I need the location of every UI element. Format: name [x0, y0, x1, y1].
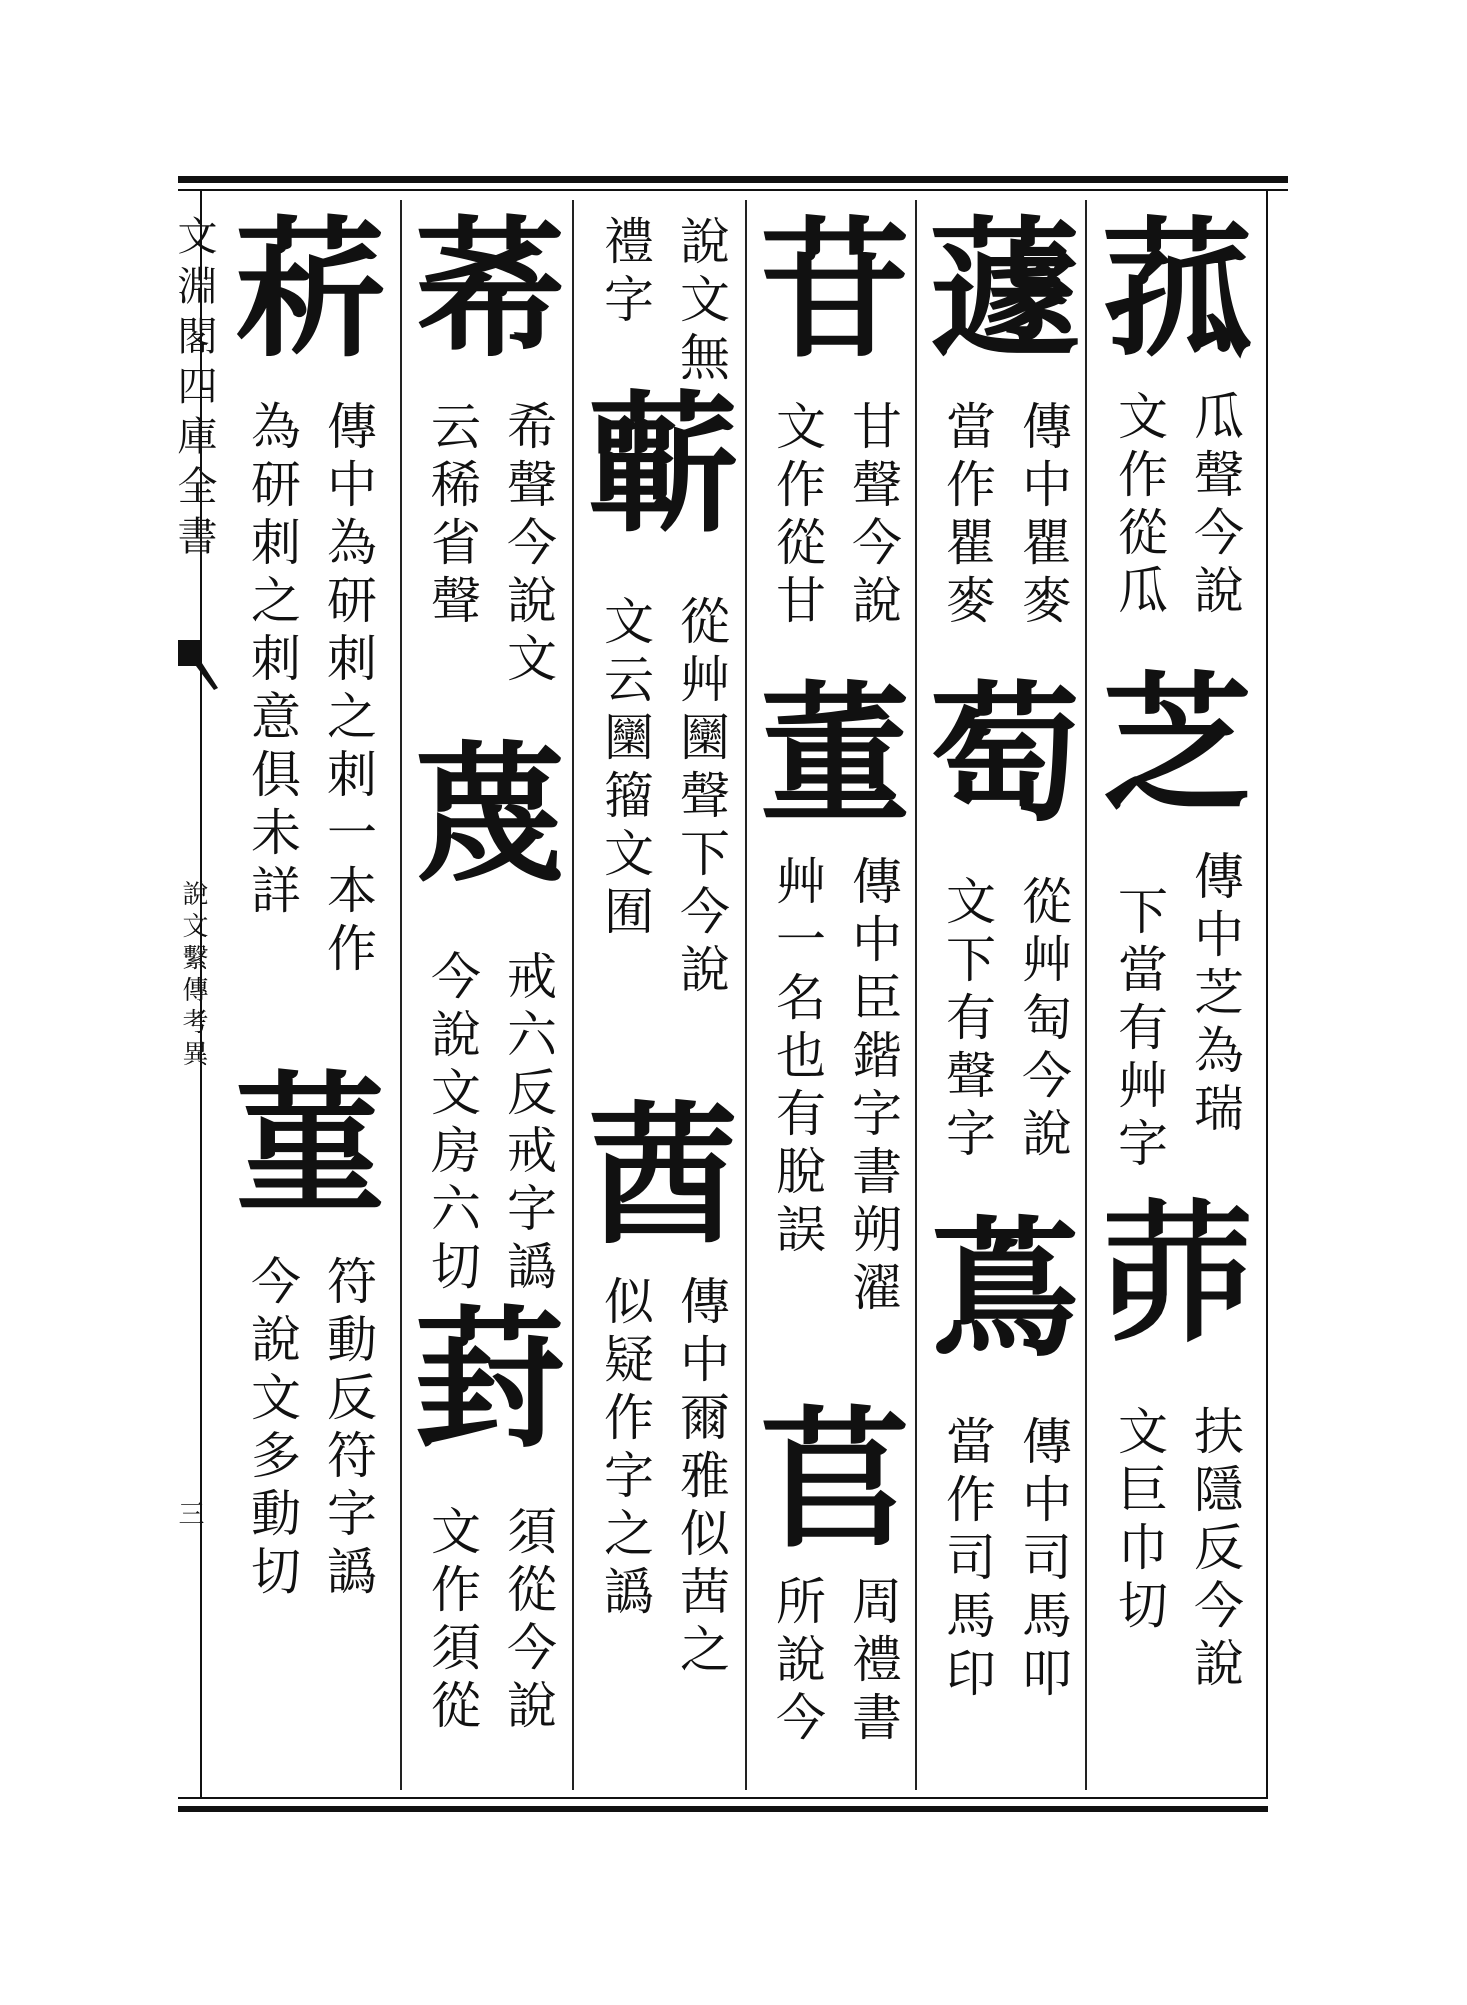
annotation: 戒六反戒字譌	[499, 950, 557, 1298]
annotation: 當作瞿麥	[938, 400, 996, 632]
seal-character: 芝	[1101, 657, 1252, 833]
margin-title: 文淵閣四庫全書	[171, 215, 217, 565]
annotation: 傳中瞿麥	[1014, 400, 1072, 632]
annotation: 文巨巾切	[1110, 1405, 1168, 1637]
annotation: 似疑作字之譌	[596, 1275, 654, 1623]
seal-character: 蔦	[929, 1202, 1080, 1378]
annotation: 今說文多動切	[243, 1255, 301, 1603]
annotation: 希聲今說文	[499, 400, 557, 690]
annotation: 艸一名也有脫誤	[768, 855, 826, 1261]
seal-character: 菥	[234, 202, 385, 378]
text-column-5	[405, 202, 575, 1795]
seal-character: 蔑	[414, 727, 565, 903]
seal-character: 𦯄	[1101, 1187, 1252, 1363]
annotation: 傳中爾雅似茜之	[672, 1275, 730, 1681]
annotation: 傳中芝為瑞	[1186, 850, 1244, 1140]
text-column-1	[1092, 202, 1262, 1795]
seal-character: 苢	[759, 1392, 910, 1568]
annotation: 從艸匋今說	[1014, 875, 1072, 1165]
text-column-3	[750, 202, 920, 1795]
seal-character: 萄	[929, 667, 1080, 843]
seal-character: 蘧	[929, 202, 1080, 378]
annotation: 禮字	[596, 215, 654, 331]
annotation: 文作從瓜	[1110, 390, 1168, 622]
annotation: 文云圞籀文囿	[596, 595, 654, 943]
seal-character: 葑	[414, 1292, 565, 1468]
annotation: 所說今	[768, 1575, 826, 1749]
text-column-2	[920, 202, 1090, 1795]
seal-character: 莤	[587, 1087, 738, 1263]
annotation: 傳中臣鍇字書朔濯	[844, 855, 902, 1319]
annotation: 符動反符字譌	[319, 1255, 377, 1603]
annotation: 說文無	[672, 215, 730, 389]
seal-character: 菰	[1101, 202, 1252, 378]
annotation: 周禮書	[844, 1575, 902, 1749]
frame-top-inner-rule	[178, 189, 1288, 191]
annotation: 下當有艸字	[1110, 885, 1168, 1175]
annotation: 傳中司馬叩	[1014, 1415, 1072, 1705]
frame-bottom-rule	[178, 1806, 1268, 1812]
seal-character: 菫	[234, 1057, 385, 1233]
annotation: 扶隱反今說	[1186, 1405, 1244, 1695]
frame-bottom-inner-rule	[178, 1797, 1268, 1799]
annotation: 云稀省聲	[423, 400, 481, 632]
annotation: 甘聲今說	[844, 400, 902, 632]
margin-section-title: 說文繫傳考異	[178, 880, 208, 1072]
seal-character: 莃	[414, 202, 565, 378]
seal-character: 苷	[759, 202, 910, 378]
fishtail-mark-icon	[178, 640, 218, 690]
annotation: 今說文房六切	[423, 950, 481, 1298]
seal-character: 董	[759, 667, 910, 843]
column-divider	[400, 200, 402, 1790]
text-column-4	[578, 215, 748, 1795]
annotation: 瓜聲今說	[1186, 390, 1244, 622]
annotation: 文作從甘	[768, 400, 826, 632]
annotation: 文下有聲字	[938, 875, 996, 1165]
annotation: 須從今說	[499, 1505, 557, 1737]
seal-character: 蘄	[587, 377, 738, 553]
annotation: 從艸圞聲下今說	[672, 595, 730, 1001]
frame-top-rule	[178, 176, 1288, 183]
frame-right-rule	[1266, 189, 1268, 1797]
text-column-6	[225, 202, 395, 1795]
annotation: 為研刺之刺意俱未詳	[243, 400, 301, 922]
annotation: 文作須從	[423, 1505, 481, 1737]
margin-page-number: 三	[174, 1500, 204, 1526]
annotation: 傳中為研刺之刺一本作	[319, 400, 377, 980]
annotation: 當作司馬印	[938, 1415, 996, 1705]
